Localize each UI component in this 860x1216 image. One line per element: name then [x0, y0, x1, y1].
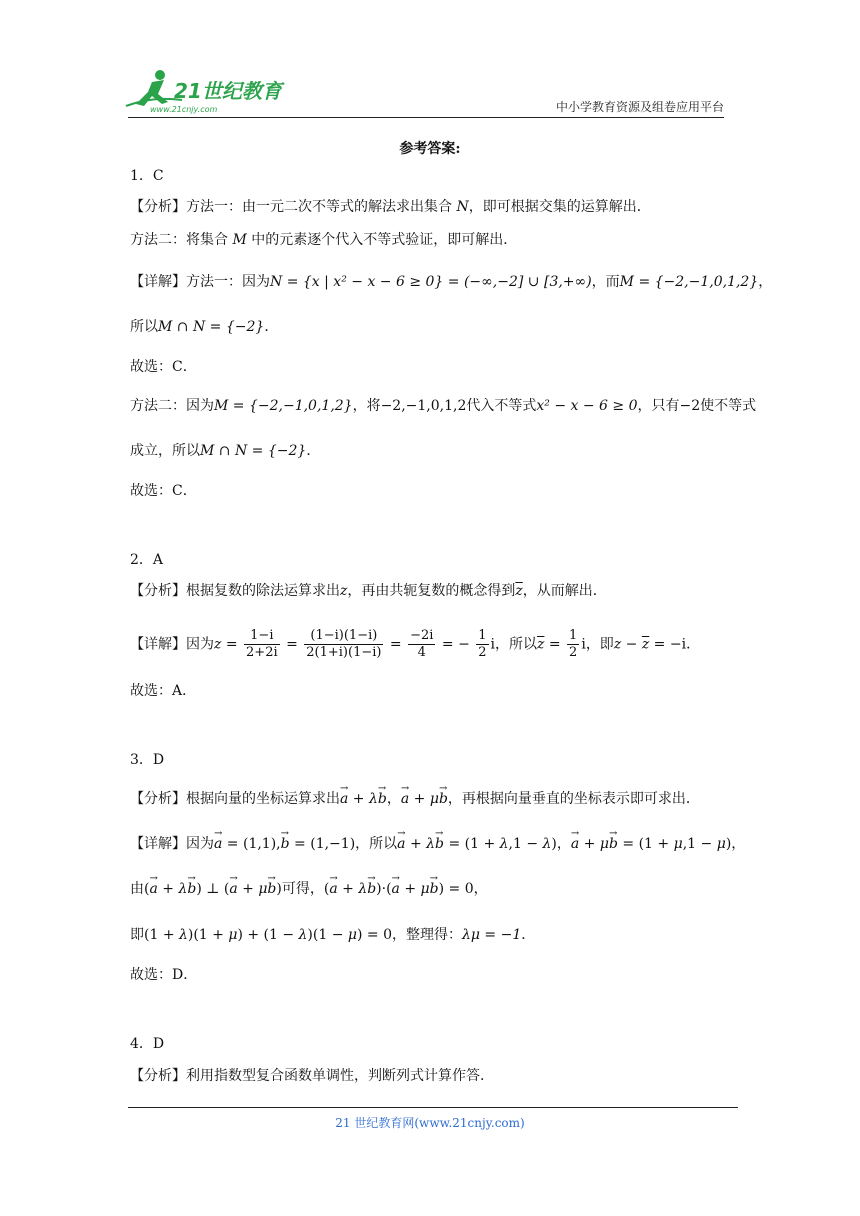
q1-analysis-method2: 方法二：将集合 M 中的元素逐个代入不等式验证，即可解出．: [130, 232, 518, 248]
q2-analysis: 【分析】根据复数的除法运算求出z，再由共轭复数的概念得到$\overline{z}$，从而解出．: [130, 583, 607, 599]
q1-method2: 方法二：因为M = {−2,−1,0,1,2}，将−2,−1,0,1,2代入不等式x² − x − 6 ≥ 0，只有−2使不等式: [130, 398, 757, 414]
q2-number: 2．A: [130, 552, 164, 568]
footer-link[interactable]: 21 世纪教育网(www.21cnjy.com): [335, 1116, 525, 1130]
q1-analysis: 【分析】方法一：由一元二次不等式的解法求出集合 N，即可根据交集的运算解出．: [130, 199, 651, 215]
q1-choose-2: 故选：C．: [130, 483, 197, 499]
q1-number: 1．C: [130, 168, 164, 184]
q3-number: 3．D: [130, 752, 165, 768]
q4-number: 4．D: [130, 1036, 165, 1052]
q4-analysis: 【分析】利用指数型复合函数单调性，判断列式计算作答.: [130, 1068, 485, 1084]
q3-detail-perp: 由(→ a + λ→ b) ⊥ (→ a + μ→ b)可得，(→ a + λ→ b)·(→ a + μ→ b) = 0，: [130, 879, 488, 899]
q3-analysis: 【分析】根据向量的坐标运算求出→ a + λ→ b，→ a + μ→ b，再根据向量垂直的坐标表示即可求出．: [130, 789, 700, 809]
page-title: 参考答案:: [399, 141, 461, 157]
q2-detail: 【详解】因为z = $\frac{1-i}{2+2i}$ = $\frac{(1-i)(1-i)}{2(1+i)(1-i)}$ = $\frac{-2i}{4}$ = − $\frac{1}{2}$ i，所以$\overline{z}$ = $\frac{1}{2}$ i，即$z - \overline{z} = -i$．: [130, 628, 701, 660]
q3-choose: 故选：D．: [130, 967, 198, 983]
q3-detail: 【详解】因为→ a = (1,1),→ b = (1,−1)，所以→ a + λ→ b = (1 + λ,1 − λ)，→ a + μ→ b = (1 + μ,1 − μ)，: [130, 834, 745, 854]
q1-choose: 故选：C．: [130, 359, 197, 375]
brand-logo: [122, 66, 292, 116]
platform-name: 中小学教育资源及组卷应用平台: [555, 100, 724, 114]
q2-choose: 故选：A．: [130, 683, 197, 699]
footer-divider: [128, 1107, 738, 1108]
q1-detail: 【详解】方法一：因为N = {x | x² − x − 6 ≥ 0} = (−∞,−2] ∪ [3,+∞)，而M = {−2,−1,0,1,2}，: [130, 274, 773, 290]
q1-detail-result: 所以M ∩ N = {−2}．: [130, 319, 279, 335]
q3-detail-result: 即(1 + λ)(1 + μ) + (1 − λ)(1 − μ) = 0，整理得：λμ = −1．: [130, 927, 536, 943]
header-divider: [128, 117, 724, 118]
logo-text: 21世纪教育: [174, 79, 282, 103]
logo-url: www.21cnjy.com: [150, 105, 218, 114]
q1-method2-result: 成立，所以M ∩ N = {−2}．: [130, 443, 321, 459]
